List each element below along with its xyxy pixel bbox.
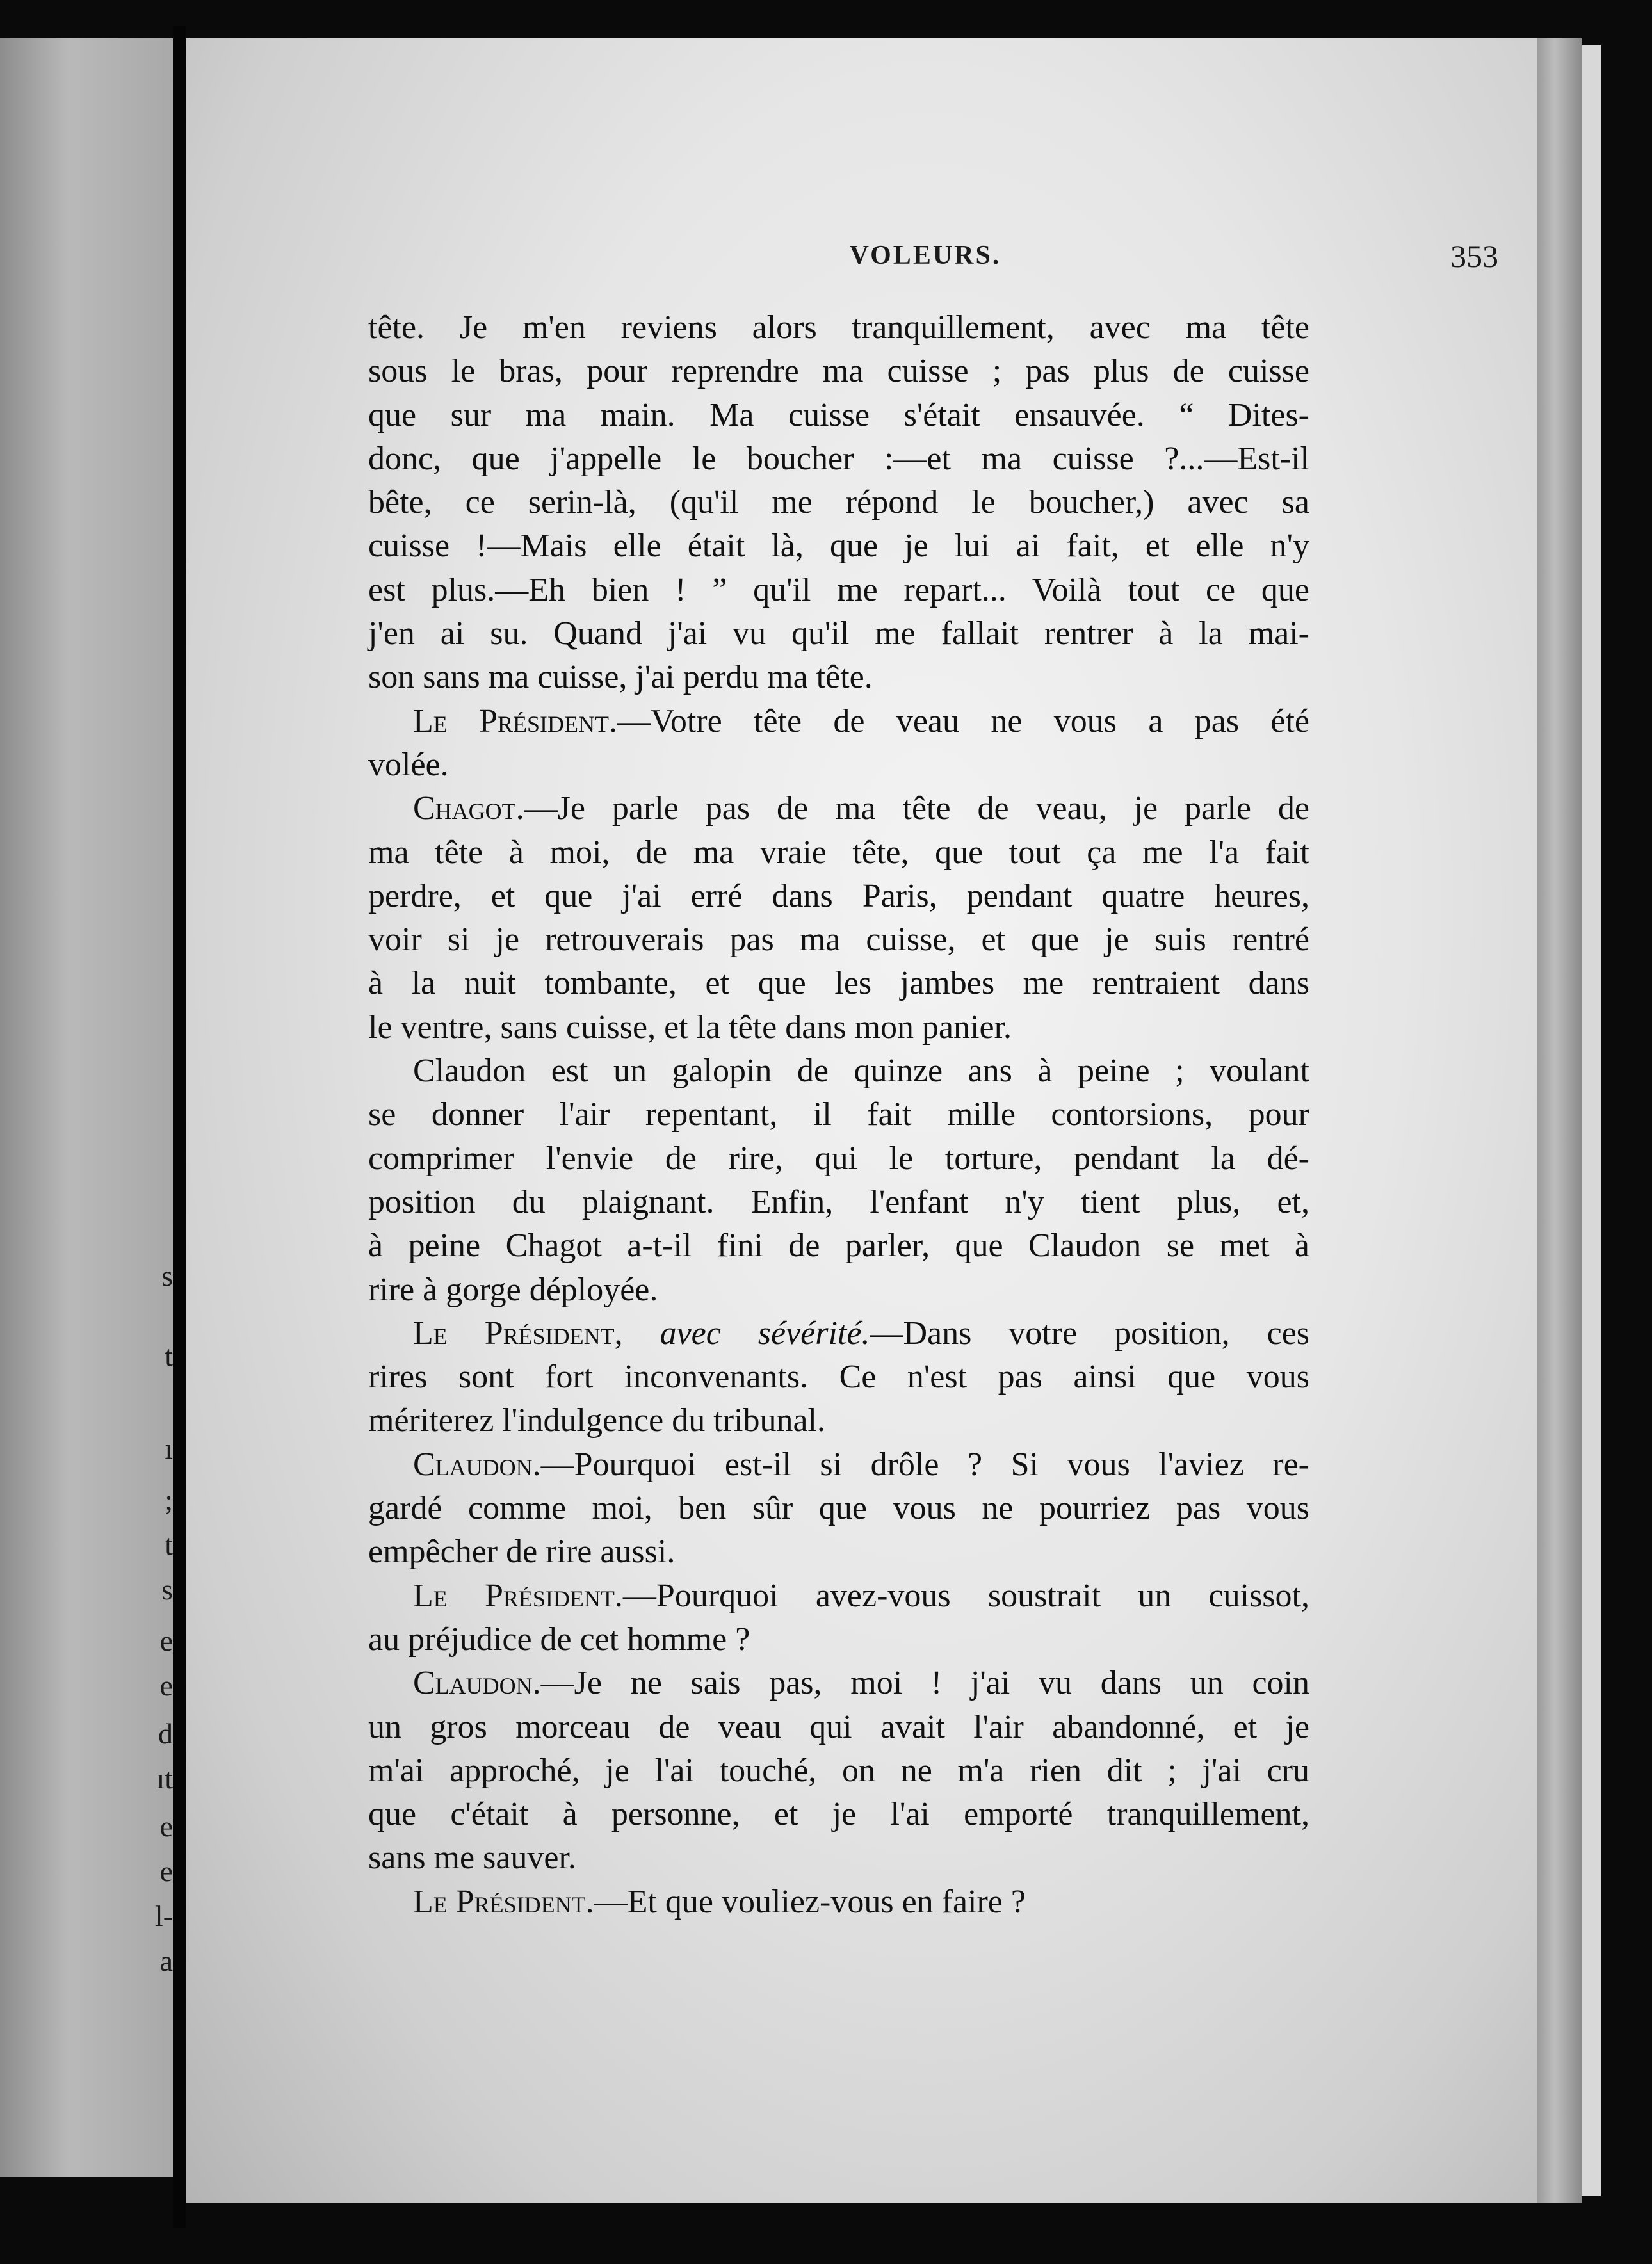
facing-page-fragment: e: [159, 1810, 173, 1843]
line-text: rires sont fort inconvenants. Ce n'est pas ainsi que vous: [368, 1359, 1309, 1396]
text-line: [368, 1706, 1309, 1749]
facing-page-fragment: a: [159, 1945, 173, 1977]
text-line: [368, 350, 1309, 393]
speaker-name: Claudon.: [413, 1665, 541, 1702]
line-text: —Je parle pas de ma tête de veau, je parle de: [524, 790, 1309, 827]
page-edge-shadow: [1537, 38, 1582, 2203]
line-text: j'en ai su. Quand j'ai vu qu'il me fallait rentrer à la mai-: [368, 615, 1309, 652]
line-text: tête. Je m'en reviens alors tranquillement, avec ma tête: [368, 309, 1309, 346]
facing-page-fragment: ıt: [156, 1762, 173, 1795]
line-text: empêcher de rire aussi.: [368, 1533, 676, 1571]
facing-page-fragment: e: [159, 1624, 173, 1657]
text-line: [368, 481, 1309, 524]
text-line: [368, 787, 1309, 830]
text-line: [368, 437, 1309, 481]
text-line: [368, 1618, 1309, 1662]
left-margin-fragments: [0, 38, 173, 2177]
text-line: [368, 1224, 1309, 1268]
line-text: le ventre, sans cuisse, et la tête dans mon panier.: [368, 1008, 1012, 1046]
line-text: volée.: [368, 746, 449, 783]
body-text: [368, 306, 1309, 1924]
line-text: donc, que j'appelle le boucher :—et ma cuisse ?...—Est-il: [368, 440, 1309, 477]
line-text: que c'était à personne, et je l'ai emporté tranquillement,: [368, 1796, 1309, 1833]
line-text: se donner l'air repentant, il fait mille contorsions, pour: [368, 1096, 1309, 1133]
line-text: sous le bras, pour reprendre ma cuisse ; pas plus de cuisse: [368, 353, 1309, 390]
line-text: mériterez l'indulgence du tribunal.: [368, 1402, 825, 1439]
line-text: à peine Chagot a-t-il fini de parler, que Claudon se met à: [368, 1227, 1309, 1265]
stage-direction: avec sévérité.: [622, 1314, 870, 1352]
text-line: [368, 1355, 1309, 1399]
text-line: [368, 1530, 1309, 1574]
line-text: —Pourquoi avez-vous soustrait un cuissot,: [622, 1577, 1309, 1614]
speaker-name: Le Président.: [413, 702, 617, 740]
text-line: [368, 918, 1309, 962]
line-text: —Et que vouliez-vous en faire ?: [594, 1883, 1026, 1920]
speaker-name: Le Président.: [413, 1883, 594, 1920]
text-line: [368, 700, 1309, 743]
text-line: [368, 1574, 1309, 1618]
speaker-name: Le Président.: [413, 1577, 623, 1614]
line-text: que sur ma main. Ma cuisse s'était ensauvée. “ Dites-: [368, 396, 1309, 433]
facing-page-fragment: s: [161, 1573, 173, 1606]
facing-page-fragment: t: [165, 1528, 173, 1561]
text-line: [368, 1836, 1309, 1880]
text-line: [368, 612, 1309, 656]
text-line: [368, 569, 1309, 612]
text-line: [368, 1662, 1309, 1705]
line-text: rire à gorge déployée.: [368, 1271, 658, 1308]
facing-page-fragment: d: [158, 1717, 173, 1750]
line-text: Claudon est un galopin de quinze ans à peine ; voulant: [413, 1053, 1309, 1090]
line-text: —Pourquoi est-il si drôle ? Si vous l'aviez re-: [540, 1446, 1309, 1483]
facing-page-fragment: e: [159, 1855, 173, 1888]
text-line: [368, 831, 1309, 875]
text-line: [368, 1006, 1309, 1049]
line-text: perdre, et que j'ai erré dans Paris, pendant quatre heures,: [368, 877, 1309, 914]
page-header: [186, 240, 1537, 279]
line-text: position du plaignant. Enfin, l'enfant n'y tient plus, et,: [368, 1183, 1309, 1220]
text-line: [368, 1793, 1309, 1836]
line-text: —Dans votre position, ces: [870, 1314, 1310, 1352]
line-text: son sans ma cuisse, j'ai perdu ma tête.: [368, 659, 873, 696]
text-line: [368, 962, 1309, 1005]
line-text: un gros morceau de veau qui avait l'air abandonné, et je: [368, 1708, 1309, 1745]
page-number: 353: [1450, 238, 1498, 274]
running-title: VOLEURS.: [849, 241, 1001, 270]
book-gutter: [173, 26, 186, 2228]
line-text: —Je ne sais pas, moi ! j'ai vu dans un coin: [540, 1665, 1309, 1702]
facing-page-fragment: ı: [165, 1432, 173, 1465]
line-text: comprimer l'envie de rire, qui le torture, pendant la dé-: [368, 1140, 1309, 1177]
text-line: [368, 1749, 1309, 1793]
text-line: [368, 1880, 1309, 1924]
line-text: bête, ce serin-là, (qu'il me répond le boucher,) avec sa: [368, 484, 1309, 521]
text-line: [368, 1268, 1309, 1312]
speaker-name: Le Président,: [413, 1314, 623, 1352]
text-line: [368, 1093, 1309, 1136]
text-line: [368, 524, 1309, 568]
text-line: [368, 656, 1309, 699]
text-line: [368, 875, 1309, 918]
facing-page-fragment: t: [165, 1339, 173, 1372]
left-page-margin: [0, 38, 173, 2177]
facing-page-fragment: l-: [154, 1900, 173, 1932]
facing-page-fragment: s: [161, 1259, 173, 1292]
speaker-name: Chagot.: [413, 790, 524, 827]
line-text: ma tête à moi, de ma vraie tête, que tout ça me l'a fait: [368, 834, 1309, 871]
line-text: voir si je retrouverais pas ma cuisse, et que je suis rentré: [368, 921, 1309, 958]
text-line: [368, 743, 1309, 787]
line-text: est plus.—Eh bien ! ” qu'il me repart... Voilà tout ce que: [368, 571, 1309, 608]
text-line: [368, 1312, 1309, 1355]
text-line: [368, 394, 1309, 437]
text-line: [368, 1399, 1309, 1443]
line-text: à la nuit tombante, et que les jambes me rentraient dans: [368, 965, 1309, 1002]
line-text: au préjudice de cet homme ?: [368, 1621, 750, 1658]
page-edge-paper: [1582, 45, 1601, 2196]
text-line: [368, 1181, 1309, 1224]
line-text: sans me sauver.: [368, 1839, 576, 1877]
facing-page-fragment: e: [159, 1669, 173, 1702]
line-text: gardé comme moi, ben sûr que vous ne pourriez pas vous: [368, 1490, 1309, 1527]
line-text: —Votre tête de veau ne vous a pas été: [617, 702, 1309, 740]
text-line: [368, 1049, 1309, 1093]
speaker-name: Claudon.: [413, 1446, 541, 1483]
line-text: cuisse !—Mais elle était là, que je lui ai fait, et elle n'y: [368, 528, 1309, 565]
text-line: [368, 1487, 1309, 1530]
text-line: [368, 1443, 1309, 1487]
text-line: [368, 306, 1309, 350]
line-text: m'ai approché, je l'ai touché, on ne m'a rien dit ; j'ai cru: [368, 1752, 1309, 1789]
facing-page-fragment: ;: [165, 1484, 173, 1516]
text-line: [368, 1137, 1309, 1181]
